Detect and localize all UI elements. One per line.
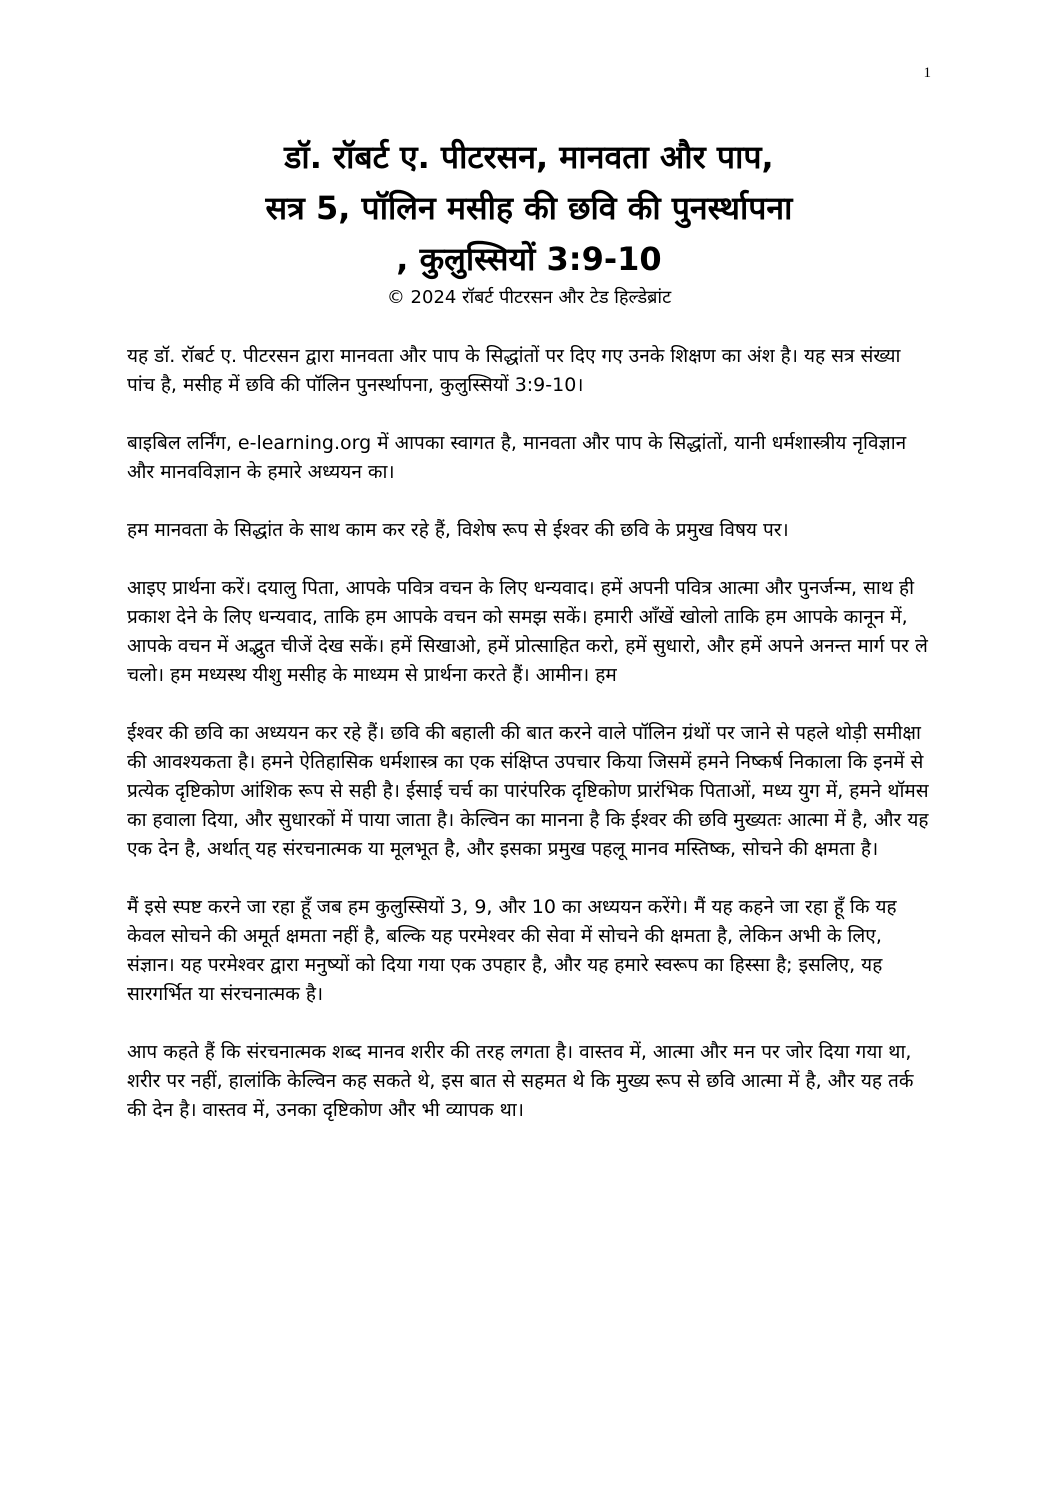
paragraph-intro: यह डॉ. रॉबर्ट ए. पीटरसन द्वारा मानवता और पाप के सिद्धांतों पर दिए गए उनके शिक्षण का अंश है। यह सत्र संख्या पांच है, मसीह में छवि की पॉलिन पुनर्स्थापना, कुलुस्सियों 3:9-10। bbox=[127, 345, 901, 396]
paragraph-structural: आप कहते हैं कि संरचनात्मक शब्द मानव शरीर की तरह लगता है। वास्तव में, आत्मा और मन पर जोर दिया गया था, शरीर पर नहीं, हालांकि केल्विन कह सकते थे, इस बात से सहमत थे कि मुख्य रूप से छवि आत्मा में है, और यह तर्क की देन है। वास्तव में, उनका दृष्टिकोण और भी व्यापक था। bbox=[127, 1041, 914, 1121]
paragraph-colossians: मैं इसे स्पष्ट करने जा रहा हूँ जब हम कुलुस्सियों 3, 9, और 10 का अध्ययन करेंगे। मैं यह कहने जा रहा हूँ कि यह केवल सोचने की अमूर्त क्षमता नहीं है, बल्कि यह परमेश्वर की सेवा में सोचने की क्षमता है, लेकिन अभी के लिए, संज्ञान। यह परमेश्वर द्वारा मनुष्यों को दिया गया एक उपहार है, और यह हमारे स्वरूप का हिस्सा है; इसलिए, यह सारगर्भित या संरचनात्मक है। bbox=[127, 896, 897, 1005]
copyright-line: © 2024 रॉबर्ट पीटरसन और टेड हिल्डेब्रांट bbox=[386, 287, 672, 308]
paragraph-welcome: बाइबिल लर्निंग, e-learning.org में आपका स्वागत है, मानवता और पाप के सिद्धांतों, यानी धर्मशास्त्रीय नृविज्ञान और मानवविज्ञान के हमारे अध्ययन का। bbox=[127, 432, 907, 483]
title-line-1: डॉ. रॉबर्ट ए. पीटरसन, मानवता और पाप, bbox=[284, 138, 774, 176]
document-header bbox=[100, 132, 958, 311]
paragraph-review: ईश्वर की छवि का अध्ययन कर रहे हैं। छवि की बहाली की बात करने वाले पॉलिन ग्रंथों पर जाने से पहले थोड़ी समीक्षा की आवश्यकता है। हमने ऐतिहासिक धर्मशास्त्र का एक संक्षिप्त उपचार किया जिसमें हमने निष्कर्ष निकाला कि इनमें से प्रत्येक दृष्टिकोण आंशिक रूप से सही है। ईसाई चर्च का पारंपरिक दृष्टिकोण प्रारंभिक पिताओं, मध्य युग में, हमने थॉमस का हवाला दिया, और सुधारकों में पाया जाता है। केल्विन का मानना है कि ईश्वर की छवि मुख्यतः आत्मा में है, और यह एक देन है, अर्थात् यह संरचनात्मक या मूलभूत है, और इसका प्रमुख पहलू मानव मस्तिष्क, सोचने की क्षमता है। bbox=[127, 722, 929, 860]
paragraph-prayer: आइए प्रार्थना करें। दयालु पिता, आपके पवित्र वचन के लिए धन्यवाद। हमें अपनी पवित्र आत्मा और पुनर्जन्म, साथ ही प्रकाश देने के लिए धन्यवाद, ताकि हम आपके वचन को समझ सकें। हमारी आँखें खोलो ताकि हम आपके कानून में, आपके वचन में अद्भुत चीजें देख सकें। हमें सिखाओ, हमें प्रोत्साहित करो, हमें सुधारो, और हमें अपने अनन्त मार्ग पर ले चलो। हम मध्यस्थ यीशु मसीह के माध्यम से प्रार्थना करते हैं। आमीन। हम bbox=[127, 577, 928, 686]
paragraph-topic: हम मानवता के सिद्धांत के साथ काम कर रहे हैं, विशेष रूप से ईश्वर की छवि के प्रमुख विषय पर। bbox=[127, 519, 789, 541]
title-line-3: , कुलुस्सियों 3:9-10 bbox=[396, 240, 662, 278]
title-line-2: सत्र 5, पॉलिन मसीह की छवि की पुनर्स्थापना bbox=[265, 189, 793, 227]
page-number: 1 bbox=[923, 65, 931, 81]
document-body bbox=[127, 342, 933, 1154]
